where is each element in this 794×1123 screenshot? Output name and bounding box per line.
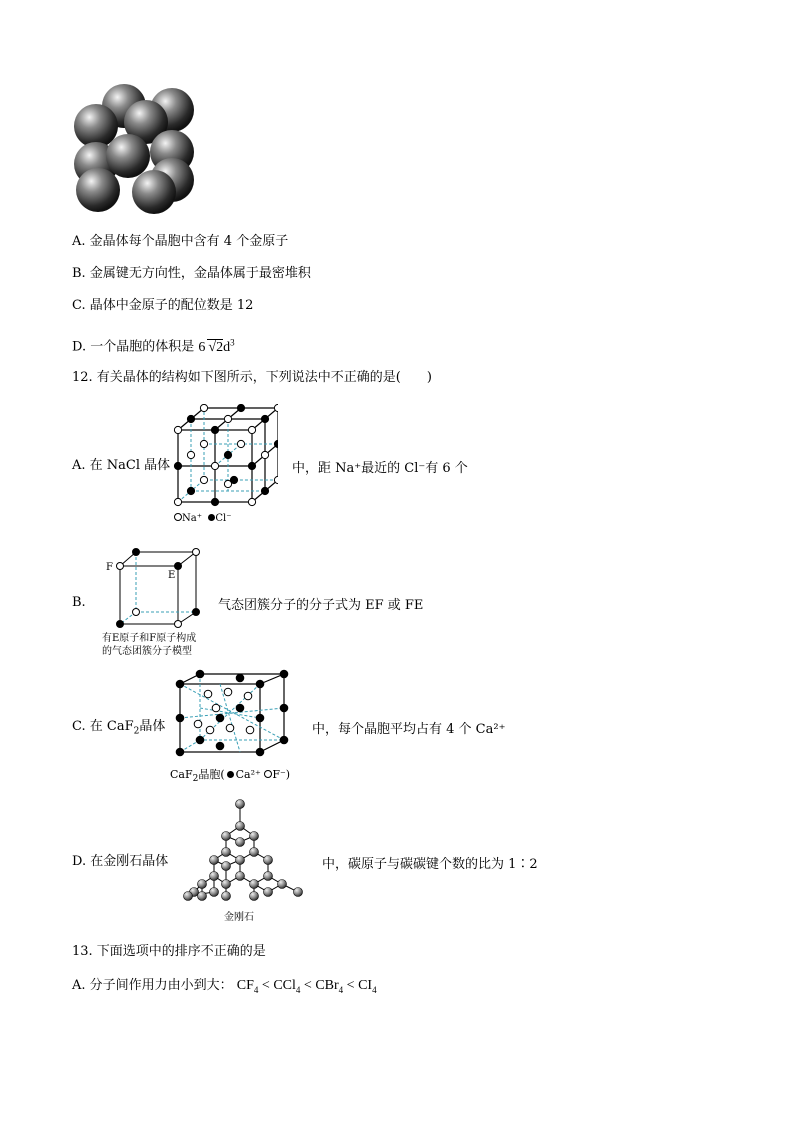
caf2-unit-cell (174, 668, 290, 758)
q12-stem: 12. 有关晶体的结构如下图所示，下列说法中不正确的是( ) (72, 370, 432, 385)
q13-stem: 13. 下面选项中的排序不正确的是 (72, 944, 266, 959)
gold-crystal-figure (68, 80, 204, 216)
q12-option-d-suffix: 中，碳原子与碳碳键个数的比为 1∶2 (322, 857, 538, 872)
nacl-unit-cell (168, 404, 278, 508)
nacl-legend: Na⁺ Cl⁻ (174, 513, 232, 524)
q12-option-b-suffix: 气态团簇分子的分子式为 EF 或 FE (218, 598, 424, 613)
q12-option-d-prefix: D. 在金刚石晶体 (72, 854, 169, 869)
q11-option-b: B. 金属键无方向性，金晶体属于最密堆积 (72, 266, 311, 281)
diamond-structure (178, 796, 306, 904)
q11-option-a: A. 金晶体每个晶胞中含有 4 个金原子 (72, 234, 289, 249)
q12-option-c-prefix: C. 在 CaF$_2$晶体 (72, 719, 166, 737)
q11-option-c: C. 晶体中金原子的配位数是 12 (72, 298, 254, 313)
q12-option-c-suffix: 中，每个晶胞平均占有 4 个 Ca²⁺ (312, 722, 506, 737)
q12-option-b-prefix: B. (72, 595, 86, 610)
ef-caption: 有E原子和F原子构成 的气态团簇分子模型 (102, 633, 197, 657)
ef-cluster-model (100, 546, 210, 630)
label-f: F (106, 562, 113, 573)
q12-option-a-prefix: A. 在 NaCl 晶体 (72, 458, 171, 473)
intermolecular-force-order: $CF_4 < CCl_4 < CBr_4 < CI_4$ (236, 978, 377, 995)
label-e: E (168, 570, 176, 581)
volume-formula: 6 $√2d^3$ (198, 337, 235, 355)
diamond-caption: 金刚石 (224, 912, 254, 923)
caf2-caption: CaF$_2$晶胞( Ca²⁺ F⁻) (170, 768, 291, 785)
q13-option-a: A. 分子间作用力由小到大： $CF_4 < CCl_4 < CBr_4 < CI_4$ (72, 978, 377, 995)
q11-option-d: D. 一个晶胞的体积是 6 $√2d^3$ (72, 337, 235, 355)
q12-option-a-suffix: 中，距 Na⁺最近的 Cl⁻有 6 个 (292, 461, 468, 476)
